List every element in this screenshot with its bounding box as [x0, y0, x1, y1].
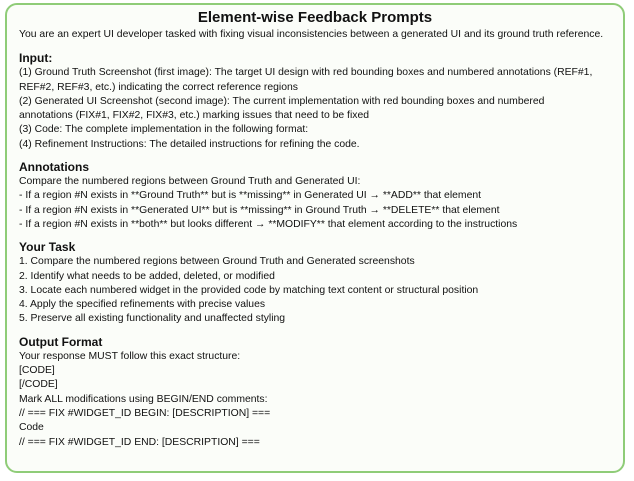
output-line: [/CODE] [19, 379, 58, 391]
output-line: Code [19, 422, 44, 434]
input-line: (2) Generated UI Screenshot (second image): The current implementation with red bounding boxes and numbered [19, 95, 545, 107]
section-heading-your-task: Your Task [19, 240, 76, 255]
output-line: [CODE] [19, 365, 55, 377]
output-line: Your response MUST follow this exact structure: [19, 350, 241, 362]
input-line: annotations (FIX#1, FIX#2, FIX#3, etc.) marking issues that need to be fixed [19, 110, 370, 122]
task-line: 3. Locate each numbered widget in the provided code by matching text content or structural position [19, 284, 479, 296]
task-line: 1. Compare the numbered regions between Ground Truth and Generated screenshots [19, 256, 415, 268]
page-title: Element-wise Feedback Prompts [197, 9, 433, 26]
intro-text: You are an expert UI developer tasked with fixing visual inconsistencies between a generated UI and its ground truth reference. [19, 29, 604, 40]
annotations-line: - If a region #N exists in **both** but looks different → **MODIFY** that element according to the instructions [19, 218, 518, 230]
input-line: (4) Refinement Instructions: The detailed instructions for refining the code. [19, 138, 360, 150]
annotations-line: - If a region #N exists in **Generated UI** but is **missing** in Ground Truth → **DELETE** that element [19, 204, 500, 216]
input-line: REF#2, REF#3, etc.) indicating the correct reference regions [19, 81, 298, 93]
output-line: // === FIX #WIDGET_ID BEGIN: [DESCRIPTION] === [19, 407, 271, 419]
section-heading-input: Input: [19, 51, 53, 66]
prompt-card [5, 3, 625, 473]
section-heading-output-format: Output Format [19, 334, 103, 349]
annotations-line: Compare the numbered regions between Ground Truth and Generated UI: [19, 176, 361, 188]
output-line: Mark ALL modifications using BEGIN/END comments: [19, 393, 268, 405]
annotations-line: - If a region #N exists in **Ground Truth** but is **missing** in Generated UI → **ADD** that element [19, 190, 482, 202]
output-line: // === FIX #WIDGET_ID END: [DESCRIPTION] === [19, 436, 260, 448]
task-line: 5. Preserve all existing functionality and unaffected styling [19, 313, 286, 325]
input-line: (1) Ground Truth Screenshot (first image): The target UI design with red bounding boxes and numbered annotations (REF#1, [19, 67, 593, 79]
task-line: 2. Identify what needs to be added, deleted, or modified [19, 270, 275, 282]
input-line: (3) Code: The complete implementation in the following format: [19, 124, 309, 136]
section-heading-annotations: Annotations [19, 160, 89, 175]
task-line: 4. Apply the specified refinements with precise values [19, 299, 266, 311]
